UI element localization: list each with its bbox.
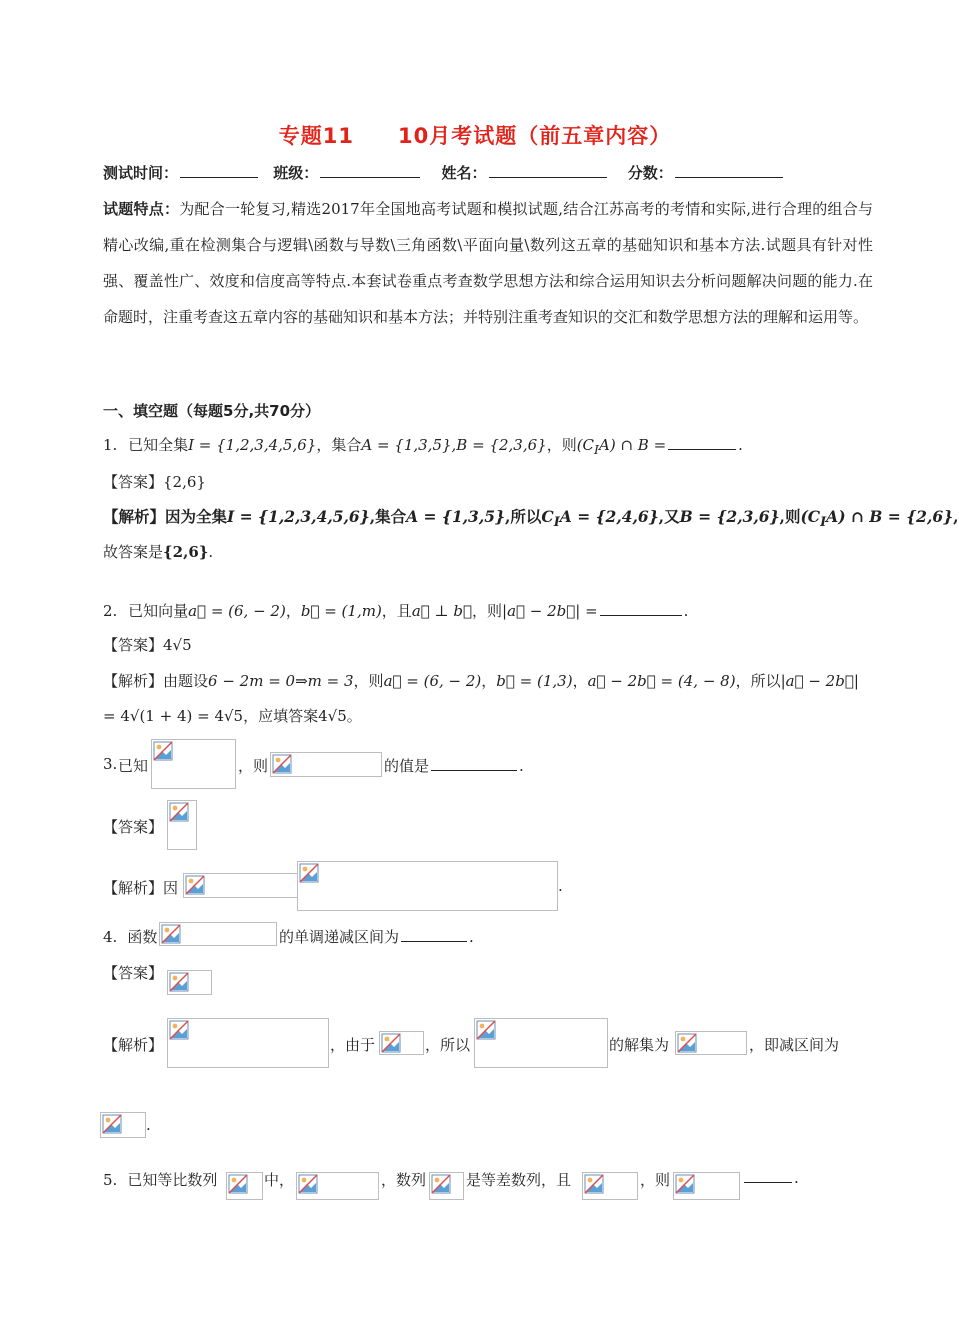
q1-math-complement <box>576 436 667 457</box>
q1-text: ，则 <box>546 436 577 454</box>
broken-image-icon <box>183 873 298 898</box>
analysis-math: a⃗ = (6, − 2) <box>383 672 482 690</box>
q2-math: b⃗ = (1,m) <box>300 602 382 620</box>
answer-blank <box>431 769 517 771</box>
q4-analysis-text-2: ，所以 <box>425 1036 471 1054</box>
analysis-text: ， <box>572 672 588 690</box>
broken-image-icon <box>159 922 277 946</box>
analysis-math-part: (C <box>800 507 821 526</box>
q5-end-mark: . <box>794 1169 799 1187</box>
name-label: 姓名： <box>441 164 487 182</box>
q1-end: . <box>738 436 743 454</box>
analysis-label: 【解析】 <box>103 672 164 690</box>
features-label: 试题特点： <box>103 200 180 218</box>
q3-text-1: 已知 <box>118 757 149 775</box>
q2-math: |a⃗ − 2b⃗| = <box>502 602 598 620</box>
analysis-math-part: A = {2,4,6} <box>559 507 659 526</box>
score-blank <box>675 176 783 178</box>
q4-analysis-end: . <box>146 1116 151 1134</box>
answer-value: {2,6} <box>163 473 206 491</box>
q4-analysis-text-4: ，即减区间为 <box>749 1036 840 1054</box>
class-label: 班级： <box>273 164 319 182</box>
analysis-end: . <box>208 543 214 561</box>
q4-stem-2 <box>279 926 474 947</box>
q3-analysis-end: . <box>558 877 563 895</box>
q1-text: ，集合 <box>316 436 362 454</box>
q3-text: 的值是 <box>384 757 430 775</box>
analysis-text: 因 <box>163 879 179 897</box>
answer-label: 【答案】 <box>103 473 164 491</box>
q2-end: . <box>683 602 689 620</box>
q2-analysis-line1 <box>103 670 859 691</box>
analysis-text: 因为全集 <box>165 507 228 526</box>
time-blank <box>180 176 258 178</box>
q1-math-sets: A = {1,3,5},B = {2,3,6} <box>361 436 547 454</box>
broken-image-icon <box>226 1172 263 1200</box>
answer-blank <box>744 1181 792 1183</box>
answer-label: 【答案】 <box>103 964 164 982</box>
broken-image-icon <box>167 800 197 850</box>
analysis-math-part: C <box>541 507 554 526</box>
q4-text: 的单调递减区间为 <box>279 928 400 946</box>
q1-text: 已知全集 <box>128 436 189 454</box>
broken-image-icon <box>582 1172 638 1200</box>
analysis-math: A = {1,3,5} <box>406 507 505 526</box>
q3-text-2: ，则 <box>238 757 269 775</box>
features-text: 为配合一轮复习,精选2017年全国地高考试题和模拟试题,结合江苏高考的考情和实际,进行合理的组合与精心改编,重在检测集合与逻辑\函数与导数\三角函数\平面向量\数列这五章的基础知识和基本方法.试题具有针对性强、覆盖性广、效度和信度高等特点.本套试卷重点考查数学思想方法和综合运用知识去分析问题解决问题的能力.在命题时，注重考查这五章内容的基础知识和基本方法；并特别注重考查知识的交汇和数学思想方法的理解和运用等。 <box>103 200 873 326</box>
analysis-math: |a⃗ − 2b⃗| <box>780 672 859 690</box>
q5-text-3: ，数列 <box>381 1171 427 1189</box>
section-heading: 一、填空题（每题5分,共70分） <box>103 402 321 420</box>
question-2 <box>103 600 688 621</box>
analysis-text: ，则 <box>353 672 384 690</box>
q3-number: 3. <box>103 755 118 773</box>
question-number: 2. <box>103 602 118 620</box>
analysis-text: ， <box>481 672 497 690</box>
q5-end <box>742 1169 799 1187</box>
analysis-math: = 4√(1 + 4) = 4√5 <box>103 707 244 725</box>
q4-analysis-text-1: ，由于 <box>330 1036 376 1054</box>
analysis-text: ，所以 <box>735 672 781 690</box>
q5-stem-1 <box>103 1169 217 1190</box>
broken-image-icon <box>675 1031 747 1055</box>
broken-image-icon <box>474 1018 608 1068</box>
question-1 <box>103 434 743 457</box>
q4-end: . <box>469 928 474 946</box>
analysis-math: b⃗ = (1,3) <box>496 672 573 690</box>
info-line <box>103 162 785 183</box>
answer-label: 【答案】 <box>103 636 164 654</box>
analysis-label: 【解析】 <box>103 508 166 526</box>
q1-answer <box>103 471 206 492</box>
broken-image-icon <box>270 752 382 777</box>
analysis-text: ,集合 <box>369 507 407 526</box>
q5-text-5: ，则 <box>640 1171 671 1189</box>
answer-value: 4√5 <box>163 636 192 654</box>
q2-math: a⃗ = (6, − 2) <box>188 602 286 620</box>
analysis-label <box>103 877 178 898</box>
time-label: 测试时间： <box>103 164 179 182</box>
q1-analysis-line2 <box>103 541 213 562</box>
broken-image-icon <box>429 1172 464 1200</box>
analysis-math <box>800 507 954 531</box>
broken-image-icon <box>673 1172 740 1200</box>
analysis-label: 【解析】 <box>103 1036 164 1054</box>
q1-math-set-i: I = {1,2,3,4,5,6} <box>188 436 317 454</box>
analysis-text: ，应填答案 <box>243 707 319 725</box>
analysis-math-sub: I <box>553 515 560 531</box>
broken-image-icon <box>151 739 236 789</box>
analysis-math: 6 − 2m = 0⇒m = 3 <box>208 672 354 690</box>
analysis-text: ,又 <box>658 507 680 526</box>
q4-analysis-text-3: 的解集为 <box>609 1036 670 1054</box>
question-number: 5. <box>103 1171 118 1189</box>
analysis-math: I = {1,2,3,4,5,6} <box>227 507 370 526</box>
features-paragraph <box>103 191 873 335</box>
answer-blank <box>401 940 467 942</box>
q2-answer <box>103 634 192 655</box>
page-title: 专题11 10月考试题（前五章内容） <box>278 124 672 148</box>
analysis-math-part: A) ∩ B = {2,6} <box>826 507 954 526</box>
q5-text: 已知等比数列 <box>127 1171 218 1189</box>
answer-blank <box>668 448 736 450</box>
analysis-math: a⃗ − 2b⃗ = (4, − 8) <box>587 672 736 690</box>
class-blank <box>320 176 420 178</box>
analysis-math: 4√5 <box>318 707 347 725</box>
q4-stem-1 <box>103 926 157 947</box>
broken-image-icon <box>167 970 212 995</box>
q2-text: ， <box>285 602 301 620</box>
q5-text-2: 中， <box>264 1171 295 1189</box>
analysis-text: 由题设 <box>163 672 209 690</box>
q2-math: a⃗ ⊥ b⃗ <box>411 602 473 620</box>
analysis-math: {2,6} <box>163 543 209 561</box>
analysis-math <box>541 507 659 531</box>
analysis-math: B = {2,3,6} <box>679 507 780 526</box>
broken-image-icon <box>100 1112 146 1138</box>
q3-text-3 <box>384 755 524 776</box>
q2-analysis-line2 <box>103 705 362 726</box>
analysis-text: , <box>953 507 959 526</box>
question-number: 4. <box>103 928 118 946</box>
name-blank <box>489 176 607 178</box>
analysis-text: ,则 <box>779 507 801 526</box>
answer-label: 【答案】 <box>103 818 164 836</box>
answer-blank <box>600 614 682 616</box>
q2-text: ，且 <box>381 602 412 620</box>
score-label: 分数： <box>627 164 673 182</box>
q2-text: ，则 <box>472 602 503 620</box>
q1-math-sub: I <box>594 442 599 457</box>
broken-image-icon <box>379 1031 424 1055</box>
q3-end: . <box>519 757 524 775</box>
q4-text: 函数 <box>127 928 158 946</box>
q1-analysis-line1 <box>103 505 959 530</box>
broken-image-icon <box>167 1018 329 1068</box>
analysis-end: 。 <box>346 707 362 725</box>
q1-math: A) ∩ B = <box>599 436 667 454</box>
q2-text: 已知向量 <box>128 602 189 620</box>
broken-image-icon <box>296 1172 379 1200</box>
broken-image-icon <box>297 861 558 911</box>
analysis-math-sub: I <box>820 515 827 531</box>
question-number: 1. <box>103 436 118 454</box>
q1-math: (C <box>576 436 595 454</box>
q5-text-4: 是等差数列，且 <box>466 1171 572 1189</box>
analysis-text: 故答案是 <box>103 543 164 561</box>
analysis-text: ,所以 <box>504 507 542 526</box>
analysis-label-text: 【解析】 <box>103 879 164 897</box>
